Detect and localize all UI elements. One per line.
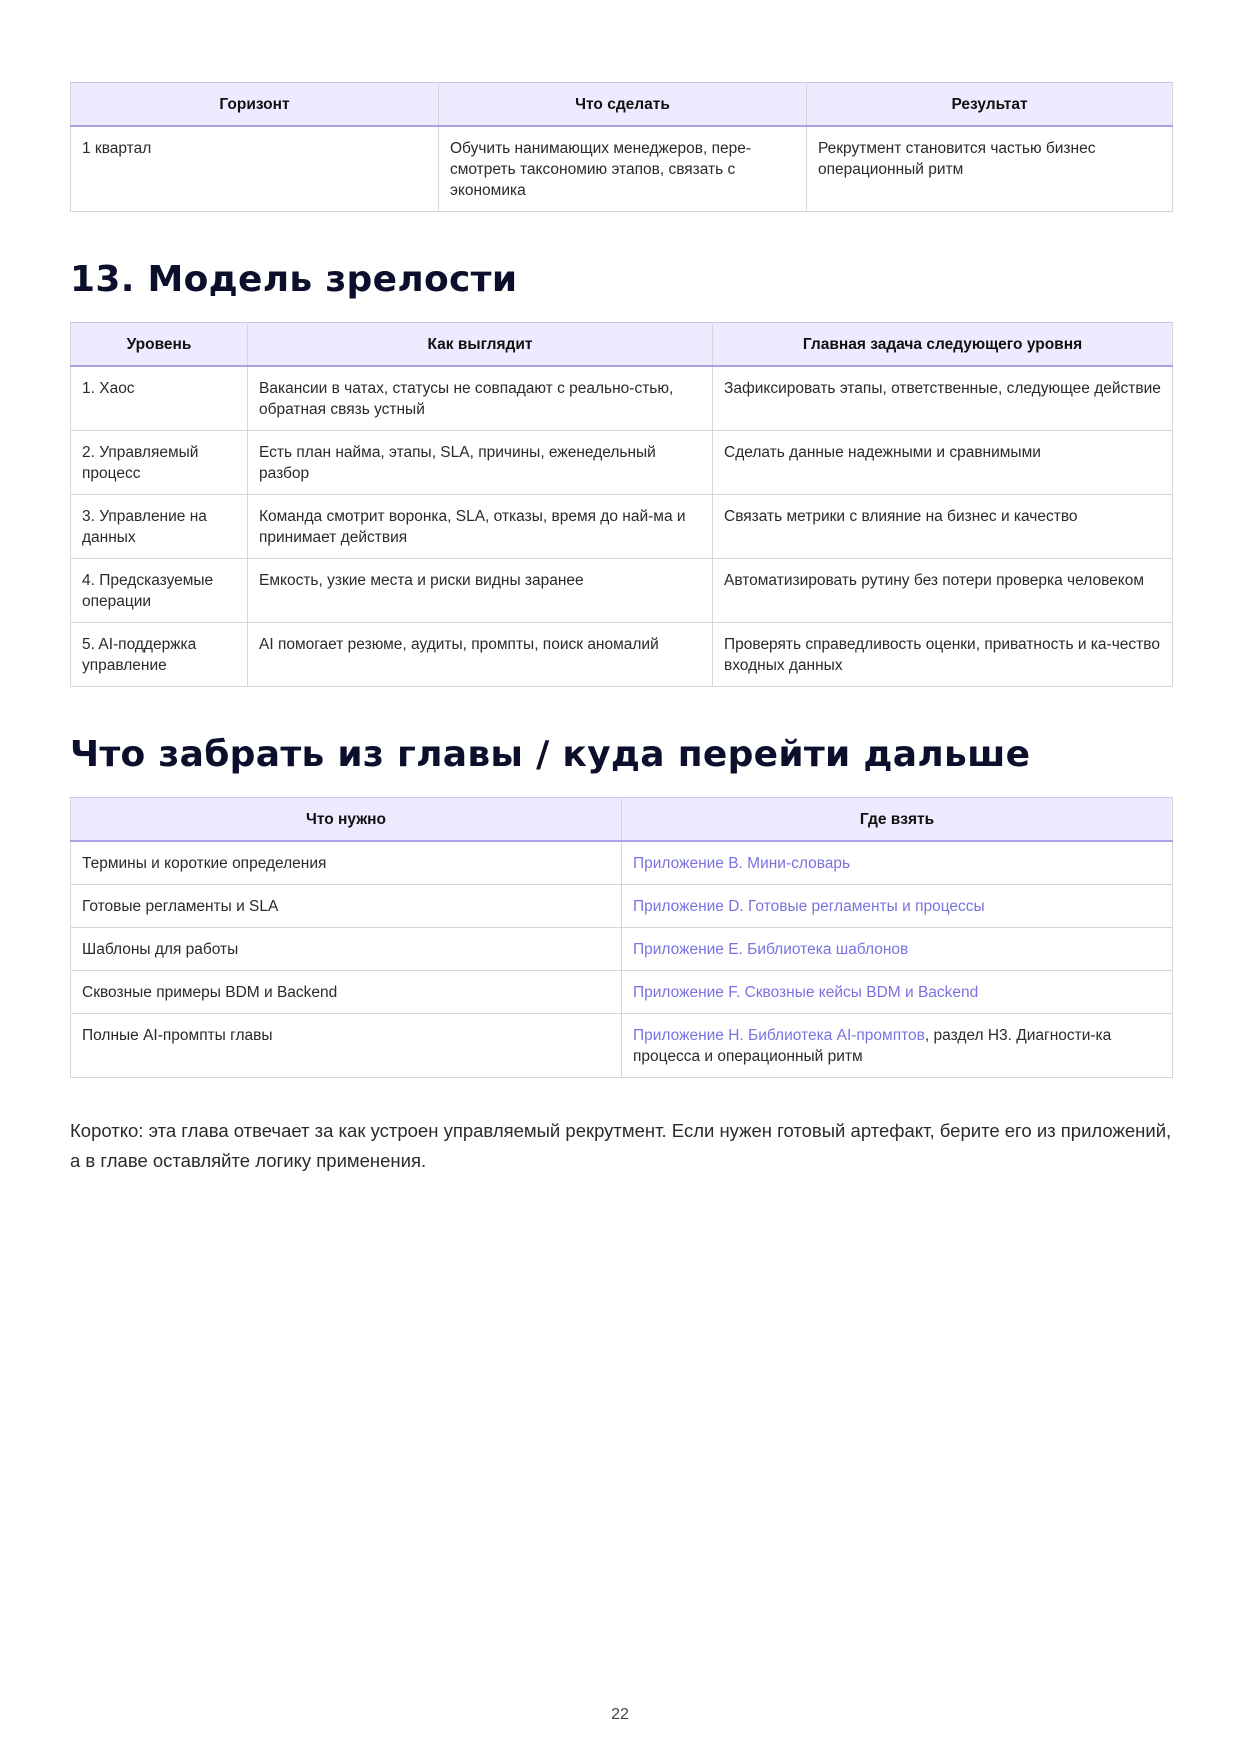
cell-result: Рекрутмент становится частью бизнес операционный ритм [807, 126, 1173, 212]
cell-where-to-get [622, 928, 1173, 971]
table-row [71, 623, 1173, 687]
cell-how-it-looks: AI помогает резюме, аудиты, промпты, поиск аномалий [248, 623, 713, 687]
page-content [70, 82, 1172, 1176]
cell-where-to-get [622, 885, 1173, 928]
table-row [71, 841, 1173, 885]
table-row [71, 126, 1173, 212]
maturity-table [70, 322, 1173, 687]
cell-how-it-looks: Вакансии в чатах, статусы не совпадают с реально-стью, обратная связь устный [248, 366, 713, 431]
table-row [71, 431, 1173, 495]
section-title-next-steps: Что забрать из главы / куда перейти дальше [70, 734, 1031, 775]
link-suffix: , раздел H3. Диагности-ка процесса и операционный ритм [633, 1027, 1112, 1065]
header-result: Результат [807, 83, 1173, 127]
section-title-maturity: 13. Модель зрелости [70, 259, 518, 300]
table-row [71, 366, 1173, 431]
table-row [71, 928, 1173, 971]
cell-next-task: Проверять справедливость оценки, приватность и ка-чество входных данных [713, 623, 1173, 687]
header-what-to-do: Что сделать [439, 83, 807, 127]
cell-what-needed: Полные AI-промпты главы [71, 1014, 622, 1078]
table-row [71, 971, 1173, 1014]
cell-level: 4. Предсказуемые операции [71, 559, 248, 623]
header-next-task: Главная задача следующего уровня [713, 323, 1173, 367]
cell-what-to-do: Обучить нанимающих менеджеров, пере-смотреть таксономию этапов, связать с экономика [439, 126, 807, 212]
cell-level: 5. AI-поддержка управление [71, 623, 248, 687]
cell-next-task: Сделать данные надежными и сравнимыми [713, 431, 1173, 495]
appendix-link[interactable]: Приложение D. Готовые регламенты и процессы [633, 898, 985, 915]
cell-how-it-looks: Емкость, узкие места и риски видны заранее [248, 559, 713, 623]
cell-next-task: Зафиксировать этапы, ответственные, следующее действие [713, 366, 1173, 431]
cell-level: 1. Хаос [71, 366, 248, 431]
cell-how-it-looks: Есть план найма, этапы, SLA, причины, еженедельный разбор [248, 431, 713, 495]
next-steps-table [70, 797, 1173, 1078]
header-level: Уровень [71, 323, 248, 367]
cell-where-to-get [622, 841, 1173, 885]
cell-level: 3. Управление на данных [71, 495, 248, 559]
cell-what-needed: Термины и короткие определения [71, 841, 622, 885]
cell-level: 2. Управляемый процесс [71, 431, 248, 495]
header-where-to-get: Где взять [622, 798, 1173, 842]
appendix-link[interactable]: Приложение B. Мини-словарь [633, 855, 851, 872]
cell-next-task: Автоматизировать рутину без потери проверка человеком [713, 559, 1173, 623]
appendix-link[interactable]: Приложение E. Библиотека шаблонов [633, 941, 909, 958]
cell-what-needed: Сквозные примеры BDM и Backend [71, 971, 622, 1014]
cell-what-needed: Шаблоны для работы [71, 928, 622, 971]
chapter-summary: Коротко: эта глава отвечает за как устроен управляемый рекрутмент. Если нужен готовый артефакт, берите его из приложений, а в главе оставляйте логику применения. [70, 1120, 1172, 1171]
header-horizon: Горизонт [71, 83, 439, 127]
horizon-table [70, 82, 1173, 212]
page-number: 22 [611, 1706, 629, 1723]
table-row [71, 1014, 1173, 1078]
cell-next-task: Связать метрики с влияние на бизнес и качество [713, 495, 1173, 559]
header-how-it-looks: Как выглядит [248, 323, 713, 367]
header-what-needed: Что нужно [71, 798, 622, 842]
appendix-link[interactable]: Приложение F. Сквозные кейсы BDM и Backend [633, 984, 979, 1001]
cell-horizon: 1 квартал [71, 126, 439, 212]
cell-where-to-get [622, 971, 1173, 1014]
cell-where-to-get [622, 1014, 1173, 1078]
appendix-link[interactable]: Приложение H. Библиотека AI-промптов [633, 1027, 925, 1044]
table-row [71, 559, 1173, 623]
table-row [71, 495, 1173, 559]
cell-what-needed: Готовые регламенты и SLA [71, 885, 622, 928]
cell-how-it-looks: Команда смотрит воронка, SLA, отказы, время до най-ма и принимает действия [248, 495, 713, 559]
table-row [71, 885, 1173, 928]
